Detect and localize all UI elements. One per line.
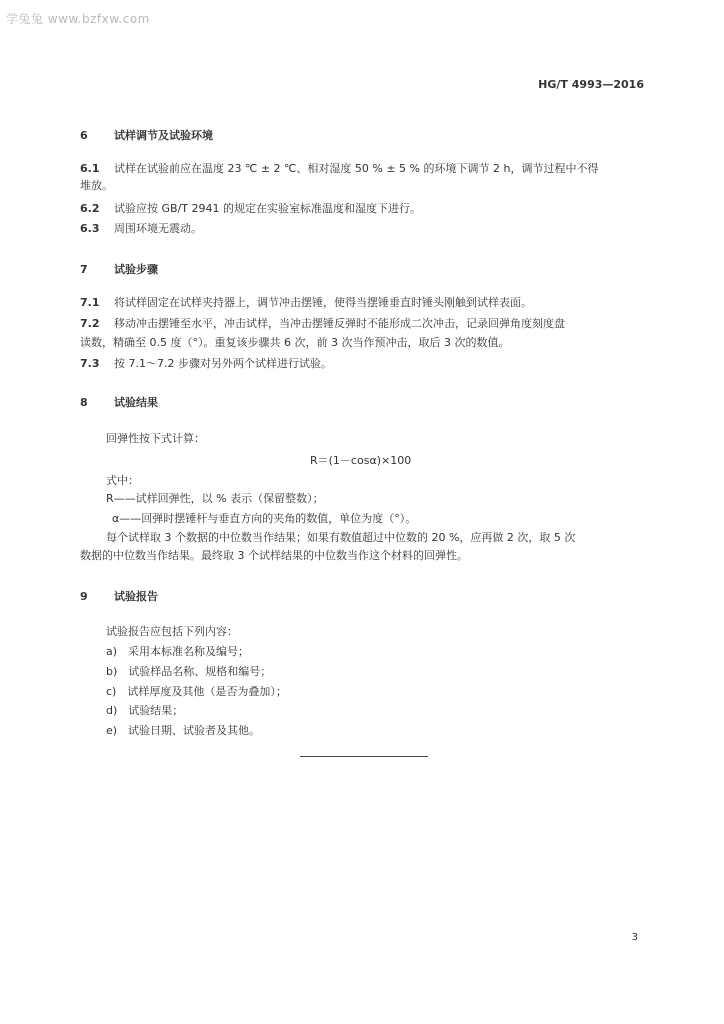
clause-6-1-cont: 堆放。 xyxy=(80,179,113,192)
report-intro: 试验报告应包括下列内容： xyxy=(106,625,238,638)
section-6-heading: 6 试样调节及试验环境 xyxy=(80,129,213,142)
formula: R＝(1－cosα)×100 xyxy=(310,454,412,467)
clause-7-2-cont: 读数，精确至 0.5 度（°）。重复该步骤共 6 次，前 3 次当作预冲击，取后 3 次的数值。 xyxy=(80,336,510,349)
report-item-c: c) 试样厚度及其他（是否为叠加）； xyxy=(106,685,287,698)
report-item-b: b) 试验样品名称、规格和编号； xyxy=(106,665,272,678)
section-8-heading: 8 试验结果 xyxy=(80,396,158,409)
watermark: 学兔兔 www.bzfxw.com xyxy=(6,12,150,26)
result-para-line2: 数据的中位数当作结果。最终取 3 个试样结果的中位数当作这个材料的回弹性。 xyxy=(80,549,468,562)
formula-intro: 回弹性按下式计算： xyxy=(106,432,205,445)
result-para-line1: 每个试样取 3 个数据的中位数当作结果；如果有数值超过中位数的 20 %，应再做 2 次，取 5 次 xyxy=(106,531,576,544)
clause-7-3: 7.3 按 7.1～7.2 步骤对另外两个试样进行试验。 xyxy=(80,357,332,370)
page-number: 3 xyxy=(631,932,638,943)
where-label: 式中： xyxy=(106,474,139,487)
clause-7-1: 7.1 将试样固定在试样夹持器上，调节冲击摆锤，使得当摆锤垂直时锤头刚触到试样表面。 xyxy=(80,296,532,309)
report-item-e: e) 试验日期、试验者及其他。 xyxy=(106,724,261,737)
clause-6-2: 6.2 试验应按 GB/T 2941 的规定在实验室标准温度和湿度下进行。 xyxy=(80,202,421,215)
clause-6-1: 6.1 试样在试验前应在温度 23 ℃ ± 2 ℃、相对湿度 50 % ± 5 % 的环境下调节 2 h，调节过程中不得 xyxy=(80,162,599,175)
end-rule xyxy=(300,756,428,757)
report-item-a: a) 采用本标准名称及编号； xyxy=(106,645,250,658)
section-7-heading: 7 试验步骤 xyxy=(80,263,158,276)
clause-6-3: 6.3 周围环境无震动。 xyxy=(80,222,202,235)
document-code: HG/T 4993—2016 xyxy=(538,78,644,91)
definition-r: R——试样回弹性，以 % 表示（保留整数）； xyxy=(106,492,324,505)
report-item-d: d) 试验结果； xyxy=(106,704,184,717)
section-9-heading: 9 试验报告 xyxy=(80,590,158,603)
clause-7-2: 7.2 移动冲击摆锤至水平，冲击试样，当冲击摆锤反弹时不能形成二次冲击，记录回弹角度刻度盘 xyxy=(80,317,565,330)
definition-alpha: α——回弹时摆锤杆与垂直方向的夹角的数值，单位为度（°）。 xyxy=(112,512,417,525)
